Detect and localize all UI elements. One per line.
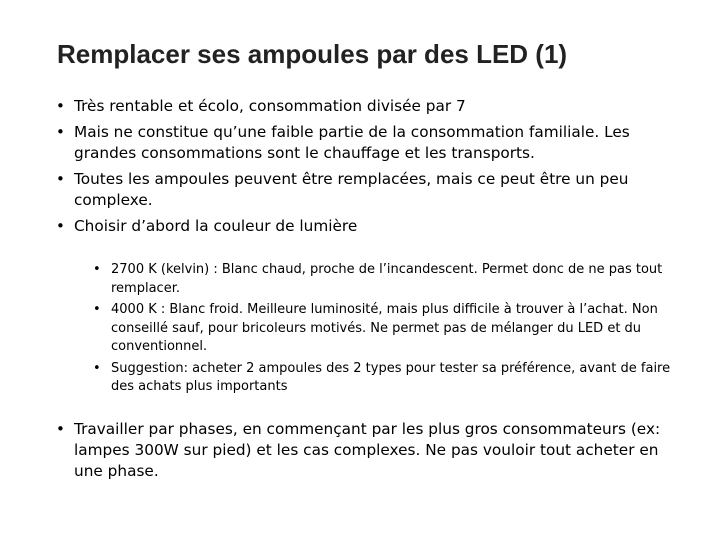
list-item <box>56 419 676 482</box>
bullet-list-continued <box>56 419 676 487</box>
bullet-icon: • <box>56 123 65 141</box>
sub-list-item <box>56 261 676 298</box>
slide-title: Remplacer ses ampoules par des LED (1) <box>57 39 568 69</box>
list-item-text: Toutes les ampoules peuvent être remplacées, mais ce peut être un peu complexe. <box>74 170 629 209</box>
sub-bullet-list <box>56 261 676 400</box>
list-item-text: Choisir d’abord la couleur de lumière <box>74 217 358 235</box>
list-item <box>56 169 676 211</box>
list-item <box>56 216 676 237</box>
sub-list-item-text: 4000 K : Blanc froid. Meilleure luminosité, mais plus difficile à trouver à l’achat. Non conseillé sauf, pour bricoleurs motivés. Ne permet pas de mélanger du LED et du conventionnel. <box>111 302 658 354</box>
sub-list-item-text: 2700 K (kelvin) : Blanc chaud, proche de l’incandescent. Permet donc de ne pas tout remplacer. <box>111 262 663 296</box>
sub-list-item <box>56 301 676 357</box>
list-item-text: Travailler par phases, en commençant par les plus gros consommateurs (ex: lampes 300W sur pied) et les cas complexes. Ne pas vouloir tout acheter en une phase. <box>74 420 661 480</box>
list-item <box>56 96 676 117</box>
list-item-text: Très rentable et écolo, consommation divisée par 7 <box>74 97 466 115</box>
list-item <box>56 122 676 164</box>
bullet-list <box>56 96 676 242</box>
bullet-icon: • <box>56 170 65 188</box>
sub-bullet-icon: • <box>93 360 101 376</box>
sub-bullet-icon: • <box>93 302 101 317</box>
sub-list-item-text: Suggestion: acheter 2 ampoules des 2 types pour tester sa préférence, avant de faire des achats plus importants <box>111 360 671 394</box>
sub-list-item <box>56 360 676 397</box>
list-item-text: Mais ne constitue qu’une faible partie de la consommation familiale. Les grandes consommations sont le chauffage et les transports. <box>74 123 630 162</box>
bullet-icon: • <box>56 97 65 115</box>
sub-bullet-icon: • <box>93 262 101 277</box>
bullet-icon: • <box>56 420 65 438</box>
bullet-icon: • <box>56 217 65 235</box>
